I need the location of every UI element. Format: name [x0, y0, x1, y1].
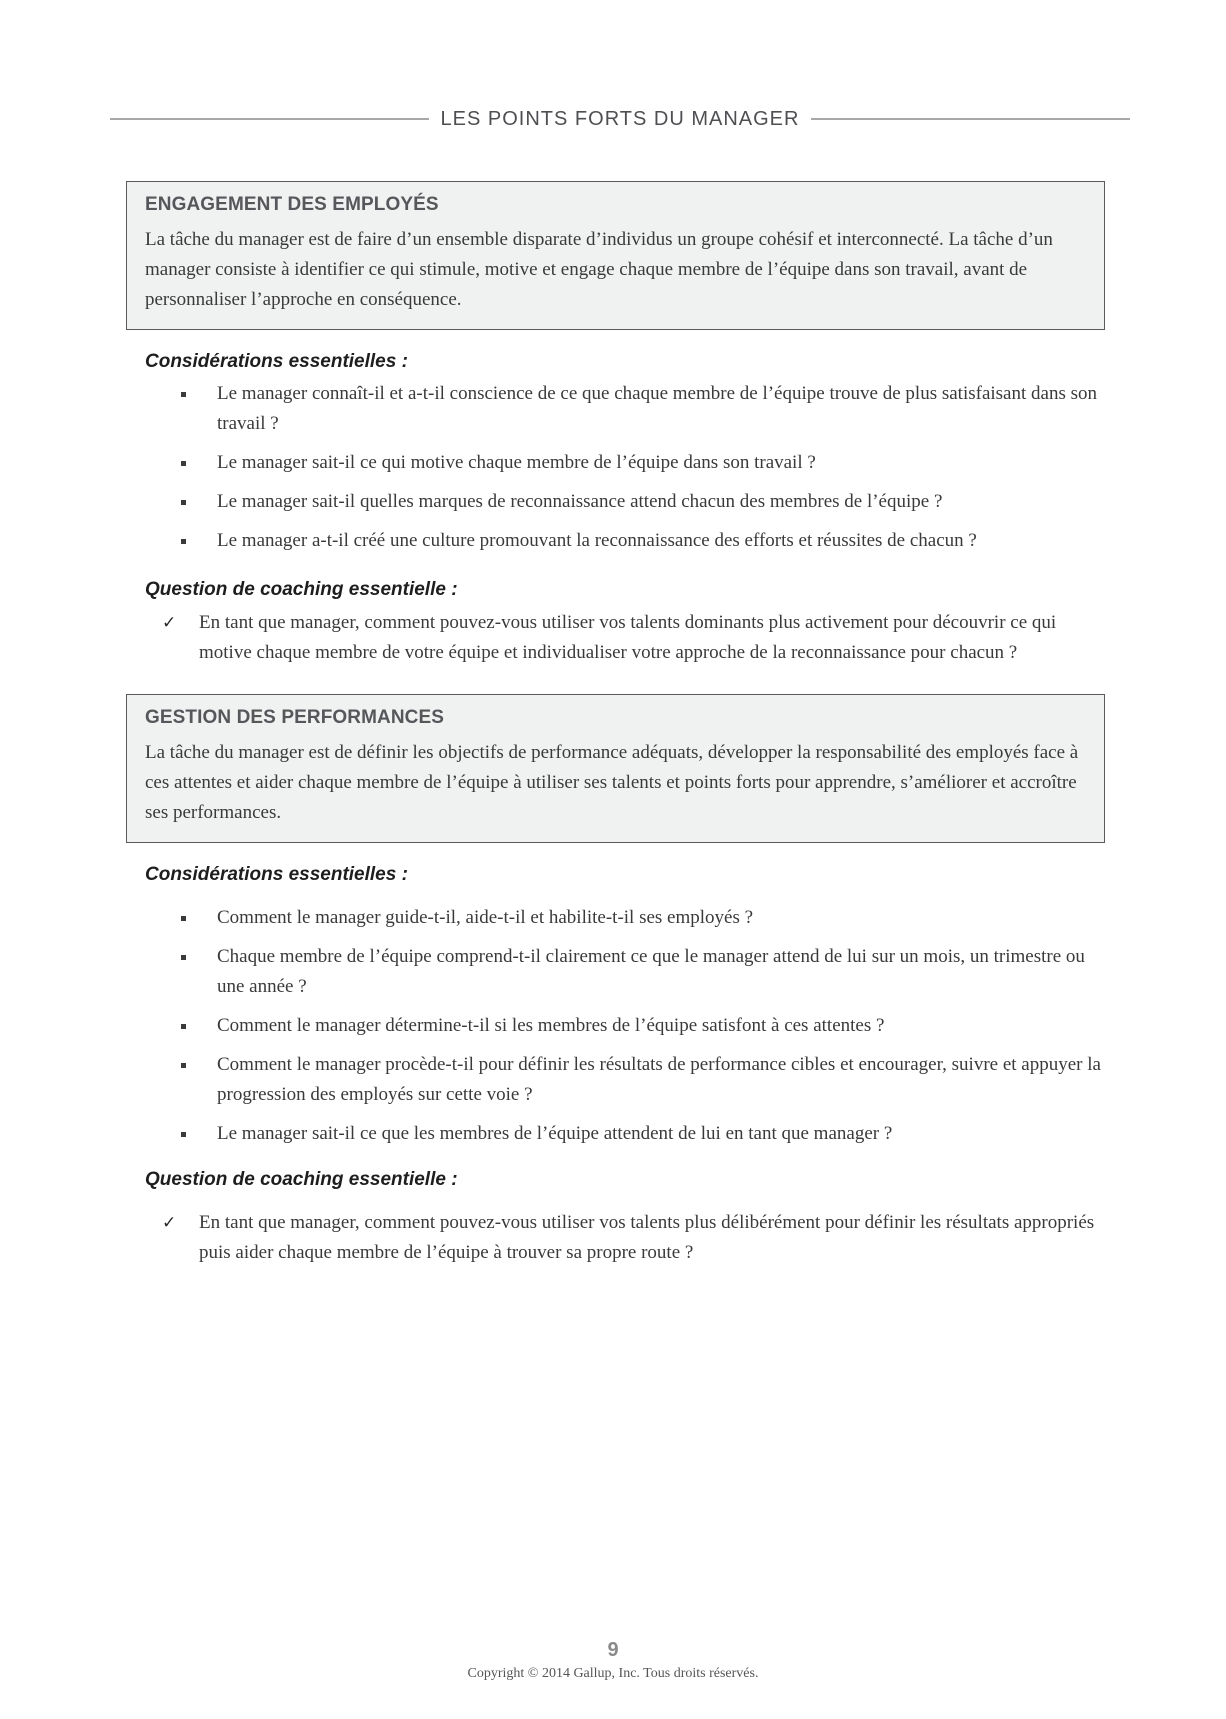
checkmark-icon: ✓ [162, 1213, 177, 1233]
copyright-notice: Copyright © 2014 Gallup, Inc. Tous droits réservés. [467, 1666, 759, 1681]
considerations-heading: Considérations essentielles : [145, 864, 408, 885]
header-rule-right [811, 118, 1130, 120]
section-description: La tâche du manager est de faire d’un ensemble disparate d’individus un groupe cohésif et interconnecté. La tâche d’un manager consiste à identifier ce qui stimule, motive et engage chaque membre de l’équipe dans son travail, avant de personnaliser l’approche en conséquence. [145, 229, 1053, 310]
square-bullet-icon [181, 500, 186, 505]
list-item [145, 942, 1105, 1002]
section-description: La tâche du manager est de définir les objectifs de performance adéquats, développer la responsabilité des employés face à ces attentes et aider chaque membre de l’équipe à utiliser ses talents et points forts pour apprendre, s’améliorer et accroître ses performances. [145, 742, 1079, 823]
list-item-text: Le manager connaît-il et a-t-il conscience de ce que chaque membre de l’équipe trouve de plus satisfaisant dans son travail ? [217, 383, 1097, 434]
section-title: ENGAGEMENT DES EMPLOYÉS [145, 194, 439, 215]
section-box-engagement [126, 181, 1105, 330]
coaching-list [145, 1208, 1105, 1268]
page-title: LES POINTS FORTS DU MANAGER [440, 107, 800, 130]
coaching-question-text: En tant que manager, comment pouvez-vous utiliser vos talents dominants plus activement pour découvrir ce qui motive chaque membre de votre équipe et individualiser votre approche de la reconnaissance pour chacun ? [199, 612, 1057, 663]
considerations-list [145, 903, 1105, 1158]
square-bullet-icon [181, 916, 186, 921]
page-number: 9 [607, 1639, 619, 1661]
square-bullet-icon [181, 392, 186, 397]
list-item [145, 1050, 1105, 1110]
coaching-list [145, 608, 1105, 668]
list-item-text: Comment le manager détermine-t-il si les membres de l’équipe satisfont à ces attentes ? [217, 1015, 885, 1036]
square-bullet-icon [181, 1024, 186, 1029]
checkmark-icon: ✓ [162, 613, 177, 633]
list-item-text: Comment le manager procède-t-il pour définir les résultats de performance cibles et encourager, suivre et appuyer la progression des employés sur cette voie ? [217, 1054, 1101, 1105]
section-box-performance [126, 694, 1105, 843]
considerations-heading: Considérations essentielles : [145, 351, 408, 372]
square-bullet-icon [181, 1063, 186, 1068]
coaching-question [145, 1208, 1105, 1268]
page-header [110, 106, 1130, 132]
list-item-text: Le manager sait-il ce que les membres de l’équipe attendent de lui en tant que manager ? [217, 1123, 893, 1144]
coaching-question-text: En tant que manager, comment pouvez-vous utiliser vos talents plus délibérément pour définir les résultats appropriés puis aider chaque membre de l’équipe à trouver sa propre route ? [199, 1212, 1095, 1263]
list-item [145, 1011, 1105, 1041]
coaching-question [145, 608, 1105, 668]
list-item-text: Le manager a-t-il créé une culture promouvant la reconnaissance des efforts et réussites de chacun ? [217, 530, 977, 551]
list-item-text: Chaque membre de l’équipe comprend-t-il clairement ce que le manager attend de lui sur un mois, un trimestre ou une année ? [217, 946, 1085, 997]
list-item-text: Le manager sait-il quelles marques de reconnaissance attend chacun des membres de l’équipe ? [217, 491, 943, 512]
list-item [145, 487, 1105, 517]
header-rule-left [110, 118, 429, 120]
list-item-text: Comment le manager guide-t-il, aide-t-il et habilite-t-il ses employés ? [217, 907, 754, 928]
coaching-heading: Question de coaching essentielle : [145, 579, 458, 600]
considerations-list [145, 379, 1105, 565]
list-item [145, 448, 1105, 478]
coaching-heading: Question de coaching essentielle : [145, 1169, 458, 1190]
list-item-text: Le manager sait-il ce qui motive chaque membre de l’équipe dans son travail ? [217, 452, 816, 473]
square-bullet-icon [181, 955, 186, 960]
list-item [145, 1119, 1105, 1149]
square-bullet-icon [181, 1132, 186, 1137]
square-bullet-icon [181, 461, 186, 466]
list-item [145, 526, 1105, 556]
list-item [145, 379, 1105, 439]
square-bullet-icon [181, 539, 186, 544]
list-item [145, 903, 1105, 933]
section-title: GESTION DES PERFORMANCES [145, 707, 445, 728]
